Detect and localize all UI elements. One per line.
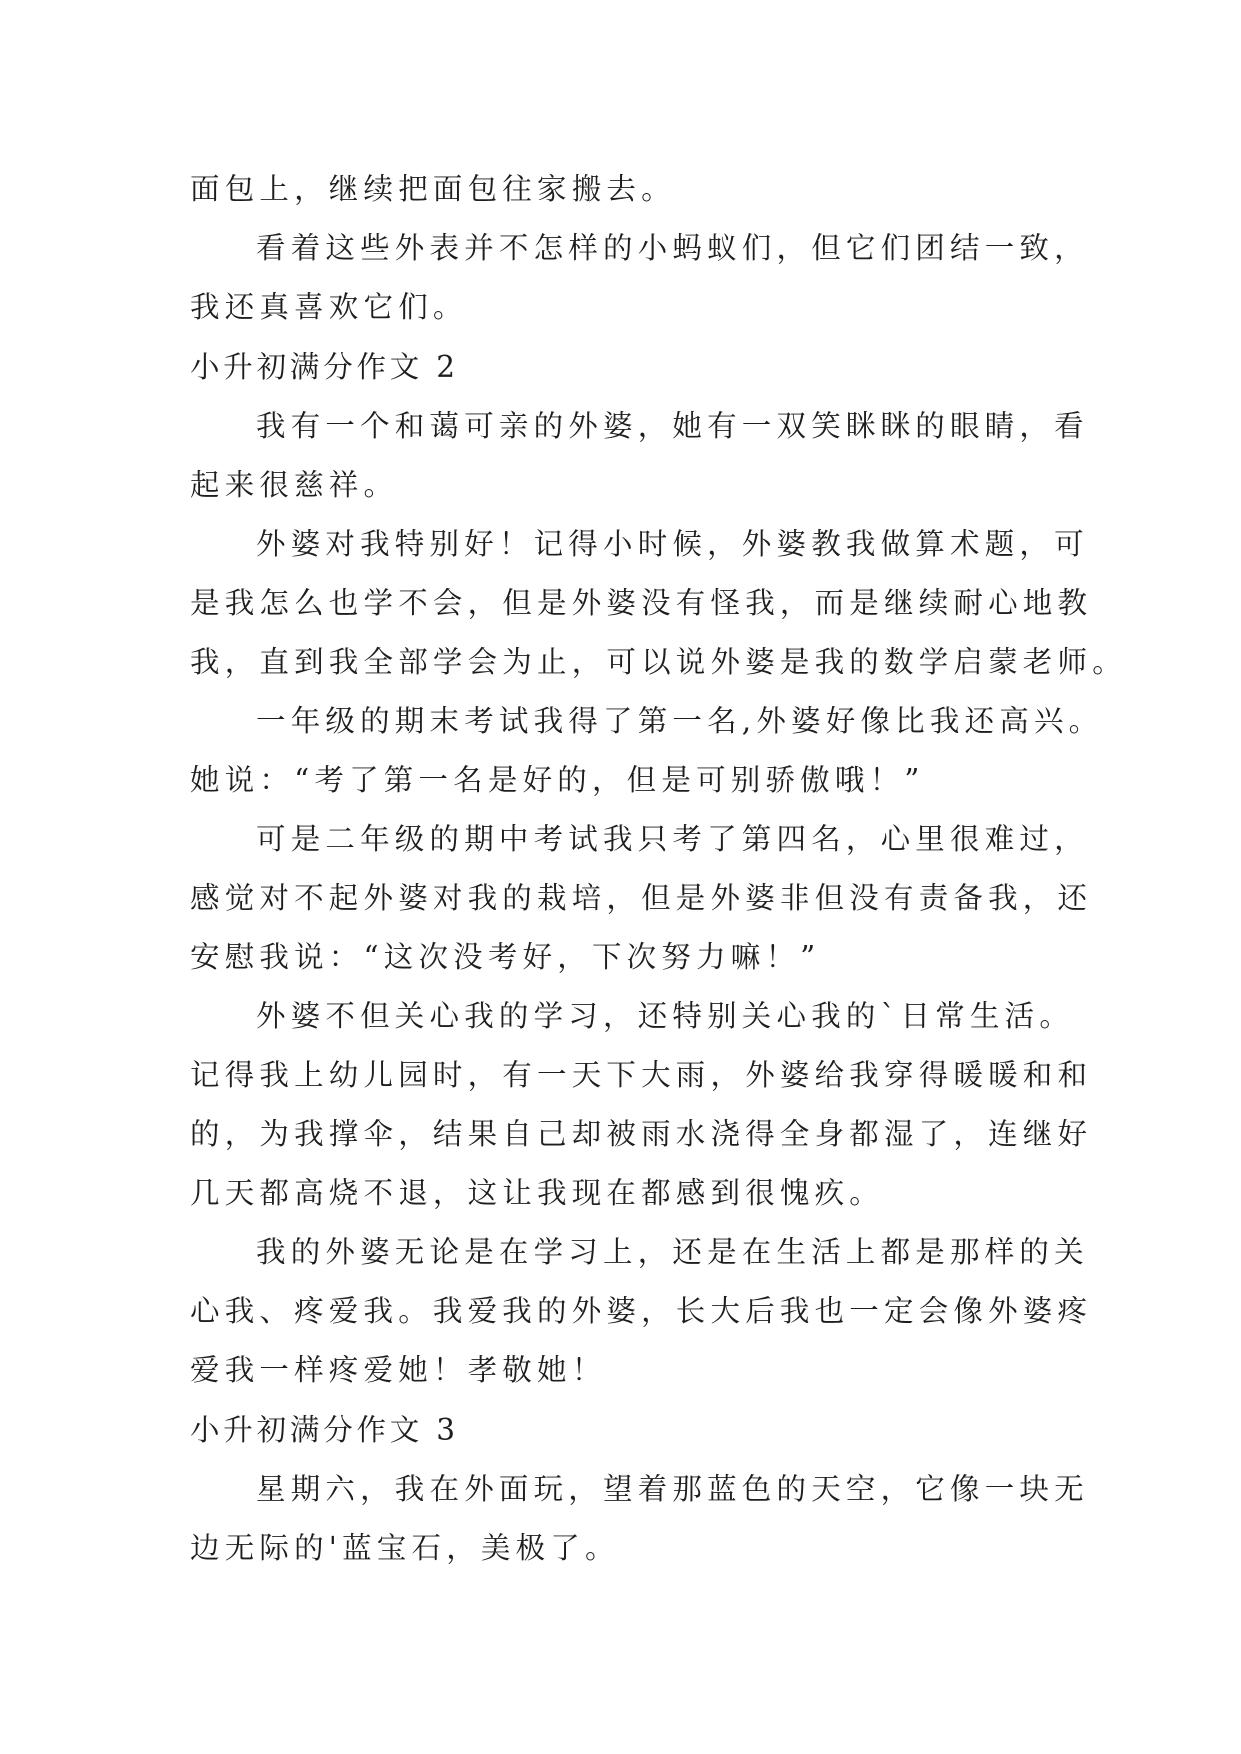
paragraph-line: 我有一个和蔼可亲的外婆，她有一双笑眯眯的眼睛，看 <box>256 409 1089 443</box>
paragraph-line: 安慰我说：“这次没考好，下次努力嘛！” <box>190 940 821 974</box>
paragraph-line: 外婆不但关心我的学习，还特别关心我的`日常生活。 <box>256 999 1075 1033</box>
paragraph-line: 心我、疼爱我。我爱我的外婆，长大后我也一定会像外婆疼 <box>190 1294 1093 1328</box>
section-heading: 小升初满分作文 2 <box>190 350 459 384</box>
paragraph-line: 外婆对我特别好！记得小时候，外婆教我做算术题，可 <box>256 527 1089 561</box>
paragraph-line: 是我怎么也学不会，但是外婆没有怪我，而是继续耐心地教 <box>190 586 1093 620</box>
paragraph-line: 面包上，继续把面包往家搬去。 <box>190 172 676 206</box>
paragraph-line: 边无际的'蓝宝石，美极了。 <box>190 1531 620 1565</box>
paragraph-line: 感觉对不起外婆对我的栽培，但是外婆非但没有责备我，还 <box>190 881 1093 915</box>
paragraph-line: 星期六，我在外面玩，望着那蓝色的天空，它像一块无 <box>256 1472 1089 1506</box>
paragraph-line: 我的外婆无论是在学习上，还是在生活上都是那样的关 <box>256 1235 1089 1269</box>
paragraph-line: 看着这些外表并不怎样的小蚂蚁们，但它们团结一致， <box>256 231 1089 265</box>
paragraph-line: 我，直到我全部学会为止，可以说外婆是我的数学启蒙老师。 <box>190 645 1127 679</box>
paragraph-line: 我还真喜欢它们。 <box>190 290 468 324</box>
paragraph-line: 爱我一样疼爱她！孝敬她！ <box>190 1353 607 1387</box>
paragraph-line: 起来很慈祥。 <box>190 468 399 502</box>
document-body <box>190 160 1127 1578</box>
paragraph-line: 的，为我撑伞，结果自己却被雨水浇得全身都湿了，连继好 <box>190 1117 1093 1151</box>
paragraph-line: 可是二年级的期中考试我只考了第四名，心里很难过， <box>256 822 1089 856</box>
paragraph-line: 一年级的期末考试我得了第一名,外婆好像比我还高兴。 <box>256 704 1104 738</box>
section-heading: 小升初满分作文 3 <box>190 1413 459 1447</box>
paragraph-line: 记得我上幼儿园时，有一天下大雨，外婆给我穿得暖暖和和 <box>190 1058 1093 1092</box>
paragraph-line: 她说：“考了第一名是好的，但是可别骄傲哦！” <box>190 763 925 797</box>
paragraph-line: 几天都高烧不退，这让我现在都感到很愧疚。 <box>190 1176 885 1210</box>
